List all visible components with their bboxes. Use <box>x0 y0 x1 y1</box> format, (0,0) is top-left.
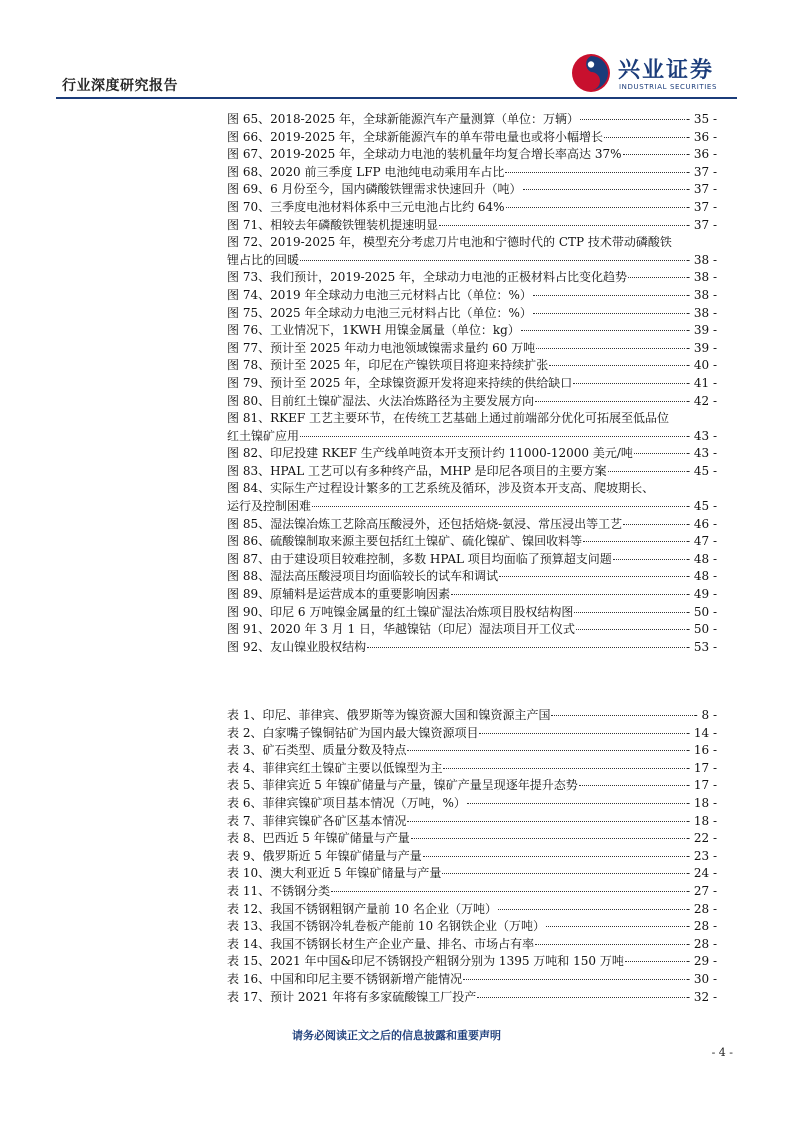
figure-page: - 50 - <box>685 604 717 619</box>
figure-page: - 39 - <box>685 340 717 355</box>
dot-leader <box>628 277 685 278</box>
table-entry[interactable] <box>227 760 717 778</box>
figure-entry[interactable] <box>227 252 717 270</box>
dot-leader <box>451 594 685 595</box>
figure-title: 图 76、工业情况下，1KWH 用镍金属量（单位：kg） <box>227 323 520 338</box>
table-page: - 16 - <box>685 743 717 758</box>
figure-page: - 50 - <box>685 622 717 637</box>
figure-page: - 49 - <box>685 587 717 602</box>
table-title: 表 2、白家嘴子镍铜钴矿为国内最大镍资源项目 <box>227 725 479 740</box>
figure-title: 图 80、目前红土镍矿湿法、火法冶炼路径为主要发展方向 <box>227 393 535 408</box>
table-title: 表 11、不锈钢分类 <box>227 883 331 898</box>
table-page: - 24 - <box>685 866 717 881</box>
dot-leader <box>312 506 685 507</box>
table-title: 表 15、2021 年中国&印尼不锈钢投产粗钢分别为 1395 万吨和 150 万吨 <box>227 954 624 969</box>
figure-entry[interactable] <box>227 568 717 586</box>
figure-entry[interactable] <box>227 375 717 393</box>
dot-leader <box>573 383 685 384</box>
figure-entry[interactable] <box>227 129 717 147</box>
figure-page: - 42 - <box>685 393 717 408</box>
table-title: 表 1、印尼、菲律宾、俄罗斯等为镍资源大国和镍资源主产国 <box>227 708 551 722</box>
dot-leader <box>536 348 685 349</box>
figure-title: 图 70、三季度电池材料体系中三元电池占比约 64% <box>227 199 505 214</box>
logo-chinese-text: 兴业证券 <box>618 58 715 83</box>
figure-entry[interactable] <box>227 322 717 340</box>
table-page: - 22 - <box>685 831 717 846</box>
dot-leader <box>439 225 685 226</box>
table-page: - 23 - <box>685 848 717 863</box>
figure-title: 图 66、2019-2025 年，全球新能源汽车的单车带电量也或将小幅增长 <box>227 129 604 144</box>
figure-entry[interactable] <box>227 639 717 657</box>
header-divider <box>56 97 737 99</box>
figure-entry[interactable] <box>227 199 717 217</box>
table-list <box>227 707 717 1006</box>
figure-entry[interactable] <box>227 604 717 622</box>
dot-leader <box>580 119 685 120</box>
table-entry[interactable] <box>227 865 717 883</box>
figure-page: - 38 - <box>685 252 717 267</box>
table-title: 表 14、我国不锈钢长材生产企业产量、排名、市场占有率 <box>227 936 535 951</box>
figure-entry[interactable] <box>227 533 717 551</box>
dot-leader <box>574 612 685 613</box>
figure-title: 图 79、预计至 2025 年，全球镍资源开发将迎来持续的供给缺口 <box>227 375 573 390</box>
figure-page: - 40 - <box>685 358 717 373</box>
company-logo <box>570 52 735 96</box>
table-entry[interactable] <box>227 936 717 954</box>
figure-title: 图 78、预计至 2025 年，印尼在产镍铁项目将迎来持续扩张 <box>227 358 549 373</box>
figure-title: 图 83、HPAL 工艺可以有多种终产品，MHP 是印尼各项目的主要方案 <box>227 463 607 478</box>
figure-entry[interactable] <box>227 181 717 199</box>
table-entry[interactable] <box>227 777 717 795</box>
dot-leader <box>411 838 685 839</box>
figure-title: 图 73、我们预计，2019-2025 年，全球动力电池的正极材料占比变化趋势 <box>227 270 628 285</box>
dot-leader <box>576 629 685 630</box>
figure-title: 图 67、2019-2025 年，全球动力电池的装机量年均复合增长率高达 37% <box>227 147 622 162</box>
dot-leader <box>506 207 685 208</box>
figure-page: - 43 - <box>685 428 717 443</box>
table-page: - 27 - <box>685 883 717 898</box>
figure-text-line[interactable]: 图 81、RKEF 工艺主要环节，在传统工艺基础上通过前端部分优化可拓展至低品位 <box>227 411 669 426</box>
dot-leader <box>623 154 685 155</box>
figure-entry[interactable] <box>227 498 717 516</box>
dot-leader <box>535 944 685 945</box>
dot-leader <box>407 821 685 822</box>
figure-entry[interactable] <box>227 357 717 375</box>
figure-page: - 38 - <box>685 305 717 320</box>
table-entry[interactable] <box>227 848 717 866</box>
table-entry[interactable] <box>227 918 717 936</box>
dot-leader <box>583 541 685 542</box>
table-title: 表 5、菲律宾近 5 年镍矿储量与产量，镍矿产量呈现逐年提升态势 <box>227 778 578 793</box>
table-title: 表 7、菲律宾镍矿各矿区基本情况 <box>227 813 407 828</box>
dot-leader <box>533 313 685 314</box>
dot-leader <box>300 436 685 437</box>
table-title: 表 16、中国和印尼主要不锈钢新增产能情况 <box>227 971 463 986</box>
report-type-title: 行业深度研究报告 <box>62 78 178 94</box>
figure-title: 图 82、印尼投建 RKEF 生产线单吨资本开支预计约 11000-12000 美元/吨 <box>227 446 633 461</box>
figure-entry[interactable] <box>227 516 717 534</box>
figure-page: - 38 - <box>685 287 717 302</box>
table-entry[interactable] <box>227 901 717 919</box>
table-entry[interactable] <box>227 971 717 989</box>
figure-title: 图 89、原辅料是运营成本的重要影响因素 <box>227 587 451 602</box>
figure-title: 图 75、2025 年全球动力电池三元材料占比（单位：%） <box>227 305 532 320</box>
dot-leader <box>634 453 685 454</box>
figure-page: - 36 - <box>685 129 717 144</box>
figure-page: - 35 - <box>685 112 717 126</box>
figure-entry[interactable] <box>227 393 717 411</box>
table-entry[interactable] <box>227 883 717 901</box>
table-page: - 14 - <box>685 725 717 740</box>
figure-page: - 36 - <box>685 147 717 162</box>
table-entry[interactable] <box>227 795 717 813</box>
figure-page: - 47 - <box>685 534 717 549</box>
table-title: 表 6、菲律宾镍矿项目基本情况（万吨，%） <box>227 795 466 810</box>
figure-entry[interactable] <box>227 463 717 481</box>
dot-leader <box>546 926 685 927</box>
figure-title: 图 88、湿法高压酸浸项目均面临较长的试车和调试 <box>227 569 499 584</box>
dot-leader <box>549 365 685 366</box>
figure-list <box>227 111 717 656</box>
table-entry[interactable] <box>227 989 717 1007</box>
table-title: 表 3、矿石类型、质量分数及特点 <box>227 743 407 758</box>
figure-page: - 45 - <box>685 463 717 478</box>
table-title: 表 8、巴西近 5 年镍矿储量与产量 <box>227 831 410 846</box>
figure-title: 图 87、由于建设项目较难控制，多数 HPAL 项目均面临了预算超支问题 <box>227 551 612 566</box>
dot-leader <box>521 330 685 331</box>
table-page: - 32 - <box>685 989 717 1004</box>
table-entry[interactable] <box>227 707 717 725</box>
dot-leader <box>331 891 685 892</box>
table-page: - 8 - <box>693 708 717 722</box>
table-page: - 28 - <box>685 936 717 951</box>
figure-page: - 46 - <box>685 516 717 531</box>
dot-leader <box>498 909 685 910</box>
dot-leader <box>625 961 685 962</box>
figure-page: - 53 - <box>685 639 717 654</box>
figure-title: 图 90、印尼 6 万吨镍金属量的红土镍矿湿法冶炼项目股权结构图 <box>227 604 574 619</box>
figure-title: 图 74、2019 年全球动力电池三元材料占比（单位：%） <box>227 287 532 302</box>
dot-leader <box>499 576 685 577</box>
dot-leader <box>477 997 685 998</box>
table-page: - 18 - <box>685 795 717 810</box>
table-page: - 17 - <box>685 760 717 775</box>
dot-leader <box>300 260 685 261</box>
figure-page: - 48 - <box>685 551 717 566</box>
figure-entry[interactable] <box>227 111 717 129</box>
table-title: 表 17、预计 2021 年将有多家硫酸镍工厂投产 <box>227 989 477 1004</box>
table-page: - 17 - <box>685 778 717 793</box>
figure-entry[interactable] <box>227 445 717 463</box>
figure-page: - 39 - <box>685 323 717 338</box>
dot-leader <box>535 401 685 402</box>
figure-page: - 48 - <box>685 569 717 584</box>
dot-leader <box>604 137 685 138</box>
figure-page: - 37 - <box>685 199 717 214</box>
figure-title: 运行及控制困难 <box>227 499 312 514</box>
figure-page: - 38 - <box>685 270 717 285</box>
dot-leader <box>533 295 685 296</box>
disclaimer-note: 请务必阅读正文之后的信息披露和重要声明 <box>292 1029 501 1042</box>
table-page: - 18 - <box>685 813 717 828</box>
figure-page: - 37 - <box>685 217 717 232</box>
dot-leader <box>623 524 685 525</box>
figure-title: 图 68、2020 前三季度 LFP 电池纯电动乘用车占比 <box>227 164 505 179</box>
figure-page: - 45 - <box>685 499 717 514</box>
figure-page: - 37 - <box>685 182 717 197</box>
table-entry[interactable] <box>227 953 717 971</box>
dot-leader <box>479 733 685 734</box>
figure-page: - 43 - <box>685 446 717 461</box>
table-entry[interactable] <box>227 830 717 848</box>
figure-page: - 41 - <box>685 375 717 390</box>
dot-leader <box>505 172 685 173</box>
table-title: 表 10、澳大利亚近 5 年镍矿储量与产量 <box>227 866 442 881</box>
dot-leader <box>551 715 692 716</box>
figure-title: 图 85、湿法镍冶炼工艺除高压酸浸外，还包括焙烧-氨浸、常压浸出等工艺 <box>227 516 623 531</box>
figure-page: - 37 - <box>685 164 717 179</box>
dot-leader <box>367 647 685 648</box>
dot-leader <box>613 559 685 560</box>
table-title: 表 9、俄罗斯近 5 年镍矿储量与产量 <box>227 848 422 863</box>
dot-leader <box>467 803 685 804</box>
figure-title: 图 92、友山镍业股权结构 <box>227 639 367 654</box>
figure-title: 图 91、2020 年 3 月 1 日，华越镍钴（印尼）湿法项目开工仪式 <box>227 622 575 637</box>
table-page: - 28 - <box>685 919 717 934</box>
figure-entry[interactable] <box>227 428 717 446</box>
dot-leader <box>523 189 685 190</box>
figure-title: 图 77、预计至 2025 年动力电池领域镍需求量约 60 万吨 <box>227 340 536 355</box>
table-page: - 28 - <box>685 901 717 916</box>
table-page: - 29 - <box>685 954 717 969</box>
figure-text-line[interactable]: 图 84、实际生产过程设计繁多的工艺系统及循环，涉及资本开支高、爬坡期长、 <box>227 481 655 496</box>
figure-title: 图 65、2018-2025 年，全球新能源汽车产量测算（单位：万辆） <box>227 112 580 126</box>
figure-title: 图 86、硫酸镍制取来源主要包括红土镍矿、硫化镍矿、镍回收料等 <box>227 534 583 549</box>
table-title: 表 13、我国不锈钢冷轧卷板产能前 10 名钢铁企业（万吨） <box>227 919 545 934</box>
figure-title: 锂占比的回暖 <box>227 252 300 267</box>
dot-leader <box>443 768 685 769</box>
logo-mark-icon <box>570 52 612 94</box>
figure-entry[interactable] <box>227 287 717 305</box>
figure-entry[interactable] <box>227 164 717 182</box>
figure-entry[interactable] <box>227 340 717 358</box>
table-page: - 30 - <box>685 971 717 986</box>
figure-entry[interactable] <box>227 217 717 235</box>
dot-leader <box>608 471 685 472</box>
figure-entry[interactable] <box>227 586 717 604</box>
table-entry[interactable] <box>227 725 717 743</box>
dot-leader <box>423 856 685 857</box>
table-entry[interactable] <box>227 742 717 760</box>
figure-title: 图 71、相较去年磷酸铁锂装机提速明显 <box>227 217 439 232</box>
figure-title: 图 69、6 月份至今，国内磷酸铁锂需求快速回升（吨） <box>227 182 522 197</box>
dot-leader <box>442 873 685 874</box>
page-number: - 4 - <box>711 1046 733 1059</box>
dot-leader <box>579 785 685 786</box>
figure-entry[interactable] <box>227 269 717 287</box>
logo-english-text: INDUSTRIAL SECURITIES <box>619 83 717 91</box>
dot-leader <box>407 750 685 751</box>
table-title: 表 4、菲律宾红土镍矿主要以低镍型为主 <box>227 760 443 775</box>
table-title: 表 12、我国不锈钢粗钢产量前 10 名企业（万吨） <box>227 901 497 916</box>
table-entry[interactable] <box>227 813 717 831</box>
figure-title: 红土镍矿应用 <box>227 428 300 443</box>
figure-entry[interactable] <box>227 551 717 569</box>
figure-entry[interactable] <box>227 146 717 164</box>
figure-text-line[interactable]: 图 72、2019-2025 年，模型充分考虑刀片电池和宁德时代的 CTP 技术带动磷酸铁 <box>227 235 672 250</box>
dot-leader <box>463 979 685 980</box>
figure-entry[interactable] <box>227 621 717 639</box>
figure-entry[interactable] <box>227 305 717 323</box>
